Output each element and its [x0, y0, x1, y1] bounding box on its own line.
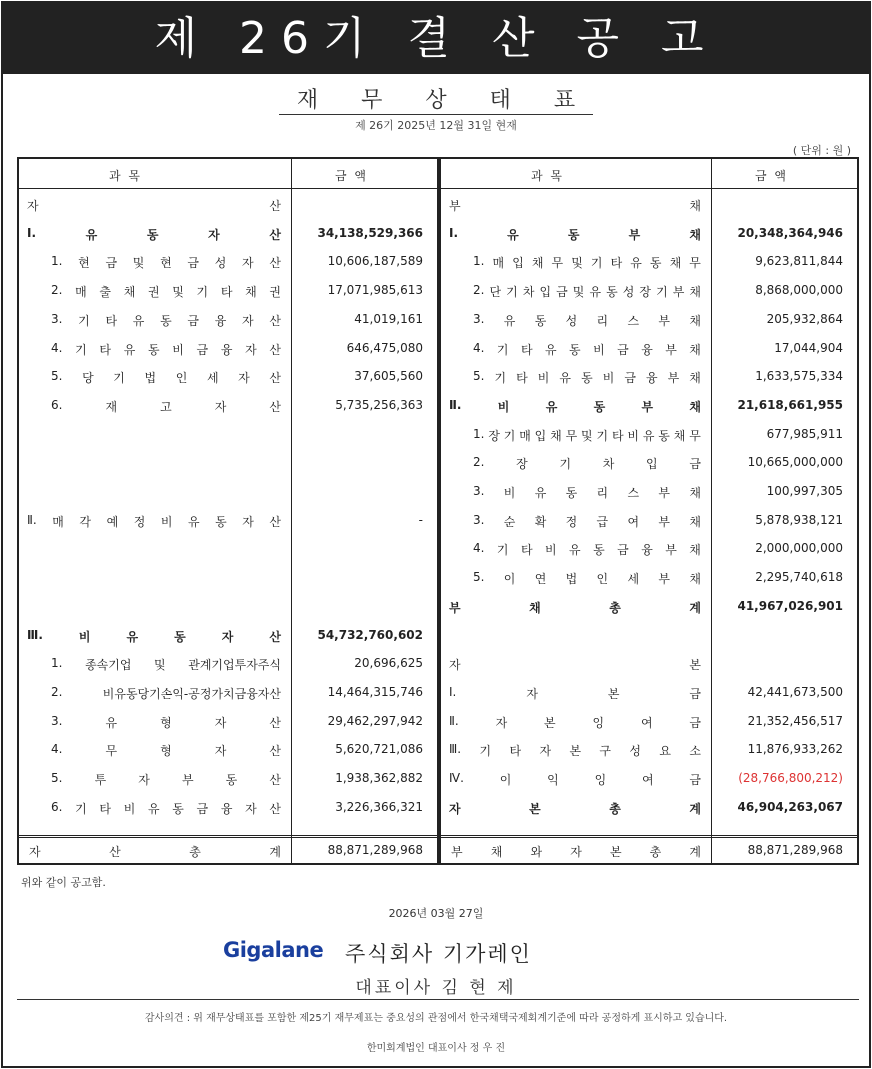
row-label: 자 본 총 계 — [449, 801, 701, 816]
table-row — [441, 708, 857, 736]
table-row — [19, 650, 437, 678]
row-amount: (28,766,800,212) — [738, 771, 843, 785]
audit-opinion: 감사의견 : 위 재무상태표를 포함한 제25기 재무제표는 중요성의 관점에서 한국채택국제회계기준에 따라 공정하게 표시하고 있습니다. — [144, 1013, 728, 1024]
table-row — [19, 765, 437, 793]
liabilities-equity-table — [439, 157, 859, 865]
row-label: 3. 기 타 유 동 금 융 자 산 — [51, 311, 281, 328]
table-row — [441, 535, 857, 563]
assets-header-item: 과 목 — [109, 169, 142, 183]
row-amount: 5,878,938,121 — [755, 512, 843, 527]
table-row — [19, 449, 437, 477]
row-amount: 34,138,529,366 — [317, 225, 423, 240]
table-row — [19, 363, 437, 391]
row-amount: 3,226,366,321 — [335, 799, 423, 814]
table-row — [19, 622, 437, 650]
row-amount: 14,464,315,746 — [327, 684, 423, 699]
row-label: 자 산 — [27, 199, 281, 213]
table-row — [19, 220, 437, 248]
row-label: 5. 기 타 비 유 동 비 금 융 부 채 — [473, 369, 701, 386]
row-amount: 41,967,026,901 — [737, 598, 843, 613]
table-row — [441, 220, 857, 248]
table-row — [19, 736, 437, 764]
table-row — [441, 277, 857, 305]
row-amount: 20,696,625 — [354, 656, 423, 671]
liabilities-equity-total-amount: 88,871,289,968 — [747, 843, 843, 857]
row-label: Ⅱ. 자 본 잉 여 금 — [449, 713, 701, 730]
row-label: 5. 이 연 법 인 세 부 채 — [473, 570, 701, 587]
table-row — [441, 421, 857, 449]
row-label: 1. 매 입 채 무 및 기 타 유 동 채 무 — [473, 254, 701, 271]
statement-title-text: 재 무 상 태 표 — [279, 88, 593, 115]
table-row — [19, 794, 437, 822]
assets-header — [19, 159, 437, 189]
table-row — [19, 478, 437, 506]
row-amount: 1,633,575,334 — [755, 369, 843, 384]
row-label: 3. 유 동 성 리 스 부 채 — [473, 311, 701, 328]
row-label: 4. 기 타 유 동 비 금 융 부 채 — [473, 340, 701, 357]
table-row — [19, 593, 437, 621]
row-amount: 1,938,362,882 — [335, 771, 423, 785]
row-amount: 646,475,080 — [346, 340, 423, 355]
row-label: Ⅲ. 기 타 자 본 구 성 요 소 — [449, 742, 701, 759]
table-row — [19, 564, 437, 592]
notice-frame — [1, 1, 871, 1068]
row-label: 1. 종속기업 및 관계기업투자주식 — [51, 656, 281, 673]
row-label: 2. 단 기 차 입 금 및 유 동 성 장 기 부 채 — [473, 283, 701, 300]
table-row — [19, 306, 437, 334]
row-label: 3. 비 유 동 리 스 부 채 — [473, 484, 701, 500]
row-label: 4. 기 타 비 유 동 금 융 부 채 — [473, 541, 701, 558]
row-label: 부 채 총 계 — [449, 600, 701, 615]
row-amount: 11,876,933,262 — [747, 742, 843, 757]
table-row — [19, 248, 437, 276]
table-row — [441, 449, 857, 477]
row-amount: 2,295,740,618 — [755, 570, 843, 585]
row-amount: 41,019,161 — [354, 311, 423, 326]
company-logo: Gigalane — [223, 938, 324, 962]
table-row — [441, 478, 857, 506]
publish-date: 2026년 03월 27일 — [388, 907, 484, 920]
assets-table — [17, 157, 439, 865]
table-row — [19, 335, 437, 363]
table-row — [19, 277, 437, 305]
row-label: 1. 장 기 매 입 채 무 및 기 타 비 유 동 채 무 — [473, 426, 701, 443]
table-row — [441, 622, 857, 650]
liabilities-equity-total-label: 부 채 와 자 본 총 계 — [451, 845, 701, 859]
row-label: Ⅱ. 비 유 동 부 채 — [449, 397, 701, 414]
table-row — [441, 650, 857, 678]
table-row — [441, 392, 857, 420]
banner-title: 제 26기 결 산 공 고 — [3, 3, 869, 74]
row-amount: - — [418, 512, 423, 527]
assets-header-amount: 금 액 — [335, 169, 368, 183]
table-row — [441, 794, 857, 822]
table-row — [441, 564, 857, 592]
table-row — [19, 708, 437, 736]
liabilities-header-item: 과 목 — [531, 169, 564, 183]
row-label: Ⅱ. 매 각 예 정 비 유 동 자 산 — [27, 512, 281, 529]
row-label: Ⅰ. 자 본 금 — [449, 684, 701, 701]
row-label: 4. 무 형 자 산 — [51, 742, 281, 759]
table-row — [441, 306, 857, 334]
table-row — [441, 736, 857, 764]
liabilities-equity-total-row — [441, 835, 857, 863]
row-amount: 42,441,673,500 — [747, 684, 843, 699]
row-amount: 9,623,811,844 — [755, 254, 843, 269]
row-label: 2. 매 출 채 권 및 기 타 채 권 — [51, 283, 281, 300]
row-amount: 5,735,256,363 — [335, 397, 423, 412]
row-amount: 29,462,297,942 — [327, 713, 423, 728]
table-row — [19, 679, 437, 707]
statement-title — [3, 83, 869, 114]
row-amount: 5,620,721,086 — [335, 742, 423, 757]
row-amount: 677,985,911 — [766, 426, 843, 441]
row-amount: 21,618,661,955 — [737, 397, 843, 412]
liabilities-header-amount: 금 액 — [755, 169, 788, 183]
row-amount: 37,605,560 — [354, 369, 423, 384]
row-label: Ⅰ. 유 동 부 채 — [449, 225, 701, 242]
row-amount: 46,904,263,067 — [737, 799, 843, 814]
row-label: 자 본 — [449, 658, 701, 673]
row-label: 5. 당 기 법 인 세 자 산 — [51, 369, 281, 386]
row-amount: 21,352,456,517 — [747, 713, 843, 728]
table-row — [441, 248, 857, 276]
divider — [17, 999, 859, 1000]
row-amount: 20,348,364,946 — [737, 225, 843, 240]
row-label: 6. 기 타 비 유 동 금 융 자 산 — [51, 799, 281, 816]
row-label: 부 채 — [449, 199, 701, 213]
assets-total-amount: 88,871,289,968 — [327, 843, 423, 857]
statement-date: 제 26기 2025년 12월 31일 현재 — [355, 119, 517, 132]
row-amount: 2,000,000,000 — [755, 541, 843, 556]
assets-total-row — [19, 835, 437, 863]
table-row — [441, 507, 857, 535]
row-amount: 100,997,305 — [766, 484, 843, 498]
notice-text: 위와 같이 공고함. — [21, 876, 106, 889]
row-label: 1. 현 금 및 현 금 성 자 산 — [51, 254, 281, 271]
row-amount: 17,071,985,613 — [327, 283, 423, 298]
table-row — [441, 593, 857, 621]
table-row — [441, 765, 857, 793]
row-label: 3. 순 확 정 급 여 부 채 — [473, 512, 701, 529]
row-label: Ⅲ. 비 유 동 자 산 — [27, 627, 281, 644]
table-row — [19, 392, 437, 420]
auditor-name: 한미회계법인 대표이사 정 우 진 — [366, 1043, 506, 1054]
table-row — [19, 421, 437, 449]
row-label: 2. 장 기 차 입 금 — [473, 455, 701, 472]
table-row — [441, 191, 857, 219]
row-amount: 54,732,760,602 — [317, 627, 423, 642]
row-label: 2. 비유동당기손익-공정가치금융자산 — [51, 684, 281, 701]
liabilities-header — [441, 159, 857, 189]
table-row — [441, 335, 857, 363]
table-row — [19, 507, 437, 535]
row-amount: 205,932,864 — [766, 311, 843, 326]
row-amount: 17,044,904 — [774, 340, 843, 355]
row-label: 5. 투 자 부 동 산 — [51, 771, 281, 787]
table-row — [441, 363, 857, 391]
assets-total-label: 자 산 총 계 — [29, 845, 281, 859]
company-name: 주식회사 기가레인 — [345, 942, 532, 966]
ceo-name: 대표이사 김 현 제 — [355, 978, 517, 998]
row-amount: 10,606,187,589 — [327, 254, 423, 269]
row-label: 6. 재 고 자 산 — [51, 397, 281, 414]
row-label: 4. 기 타 유 동 비 금 융 자 산 — [51, 340, 281, 357]
table-row — [19, 535, 437, 563]
table-row — [441, 679, 857, 707]
row-label: Ⅰ. 유 동 자 산 — [27, 225, 281, 242]
row-amount: 8,868,000,000 — [755, 283, 843, 298]
unit-label: ( 단위 : 원 ) — [792, 144, 851, 157]
table-row — [19, 191, 437, 219]
row-label: Ⅳ. 이 익 잉 여 금 — [449, 771, 701, 787]
row-label: 3. 유 형 자 산 — [51, 713, 281, 730]
row-amount: 10,665,000,000 — [747, 455, 843, 470]
